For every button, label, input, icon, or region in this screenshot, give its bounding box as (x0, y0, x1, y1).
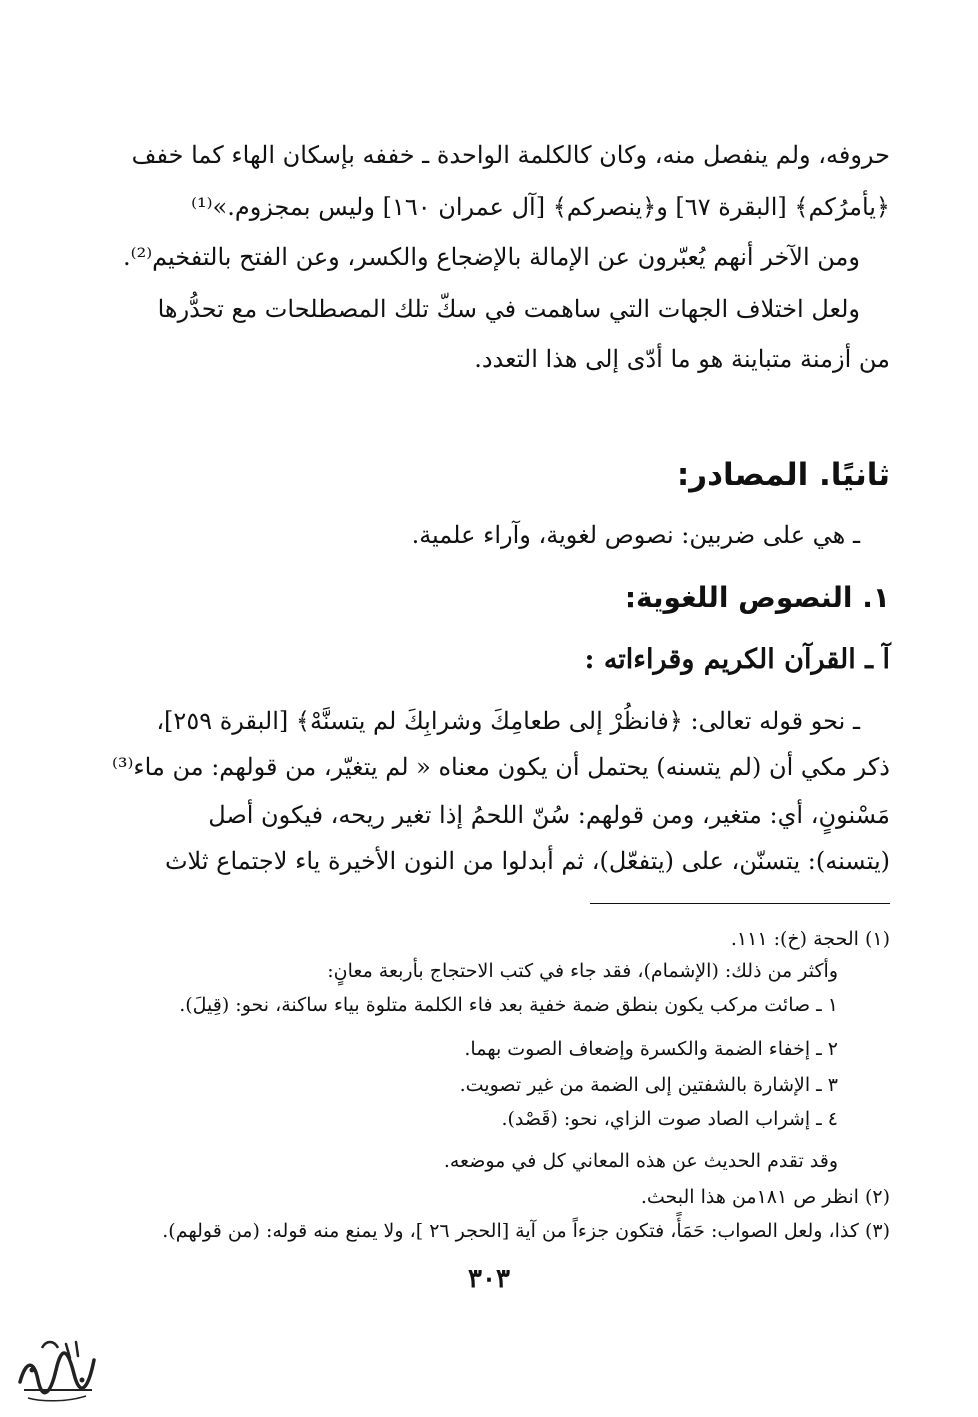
paragraph-line: ﴿يأمرُكم﴾ [البقرة ٦٧] و﴿ينصركم﴾ [آل عمران ١٦٠] وليس بمجزوم.»⁽¹⁾ (191, 193, 890, 221)
paragraph-line: من أزمنة متباينة هو ما أدّى إلى هذا التعدد. (474, 345, 890, 373)
subheading-linguistic-texts: ١. النصوص اللغوية: (624, 581, 890, 614)
body-line: مَسْنونٍ، أي: متغير، ومن قولهم: سُنّ اللحمُ إذا تغير ريحه، فيكون أصل (208, 801, 890, 829)
intro-line: ـ هي على ضربين: نصوص لغوية، وآراء علمية. (411, 521, 860, 549)
footnote: وقد تقدم الحديث عن هذه المعاني كل في موضعه. (443, 1150, 838, 1172)
subheading-quran: آ ـ القرآن الكريم وقراءاته : (584, 644, 890, 675)
footnote: ١ ـ صائت مركب يكون بنطق ضمة خفية بعد فاء الكلمة متلوة بياء ساكنة، نحو: (قِيلَ). (179, 994, 838, 1016)
paragraph-line: ومن الآخر أنهم يُعبّرون عن الإمالة بالإضجاع والكسر، وعن الفتح بالتفخيم⁽²⁾. (123, 243, 860, 271)
body-line: (يتسنه): يتسنّن، على (يتفعّل)، ثم أبدلوا من النون الأخيرة ياء لاجتماع ثلاث (164, 847, 890, 875)
body-line: ذكر مكي أن (لم يتسنه) يحتمل أن يكون معناه « لم يتغيّر، من قولهم: من ماء⁽³⁾ (111, 753, 890, 781)
section-heading: ثانيًا. المصادر: (676, 457, 890, 493)
paragraph-line: ولعل اختلاف الجهات التي ساهمت في سكّ تلك المصطلحات مع تحدُّرها (157, 295, 860, 323)
calligraphy-stamp-logo (12, 1330, 100, 1406)
footnote: ٢ ـ إخفاء الضمة والكسرة وإضعاف الصوت بهما. (464, 1038, 838, 1060)
footnote: (١) الحجة (خ): ١١١. (730, 928, 890, 950)
footnote-divider (590, 903, 890, 904)
footnote: ٤ ـ إشراب الصاد صوت الزاي، نحو: (قَصْد). (501, 1108, 838, 1130)
paragraph-line: حروفه، ولم ينفصل منه، وكان كالكلمة الواحدة ـ خففه بإسكان الهاء كما خفف (131, 141, 890, 169)
footnote: (٢) انظر ص ١٨١من هذا البحث. (640, 1186, 890, 1208)
calligraphy-stamp-icon (12, 1330, 100, 1406)
footnote: وأكثر من ذلك: (الإشمام)، فقد جاء في كتب الاحتجاج بأربعة معانٍ: (327, 960, 838, 982)
page-number: ٣٠٣ (468, 1264, 510, 1294)
footnote: ٣ ـ الإشارة بالشفتين إلى الضمة من غير تصويت. (459, 1074, 838, 1096)
body-line: ـ نحو قوله تعالى: ﴿فانظُرْ إلى طعامِكَ وشرابِكَ لم يتسنَّهْ﴾ [البقرة ٢٥٩]، (156, 707, 860, 735)
footnote: (٣) كذا، ولعل الصواب: حَمَأً، فتكون جزءاً من آية [الحجر ٢٦ ]، ولا يمنع منه قوله: (من قولهم). (162, 1220, 890, 1242)
